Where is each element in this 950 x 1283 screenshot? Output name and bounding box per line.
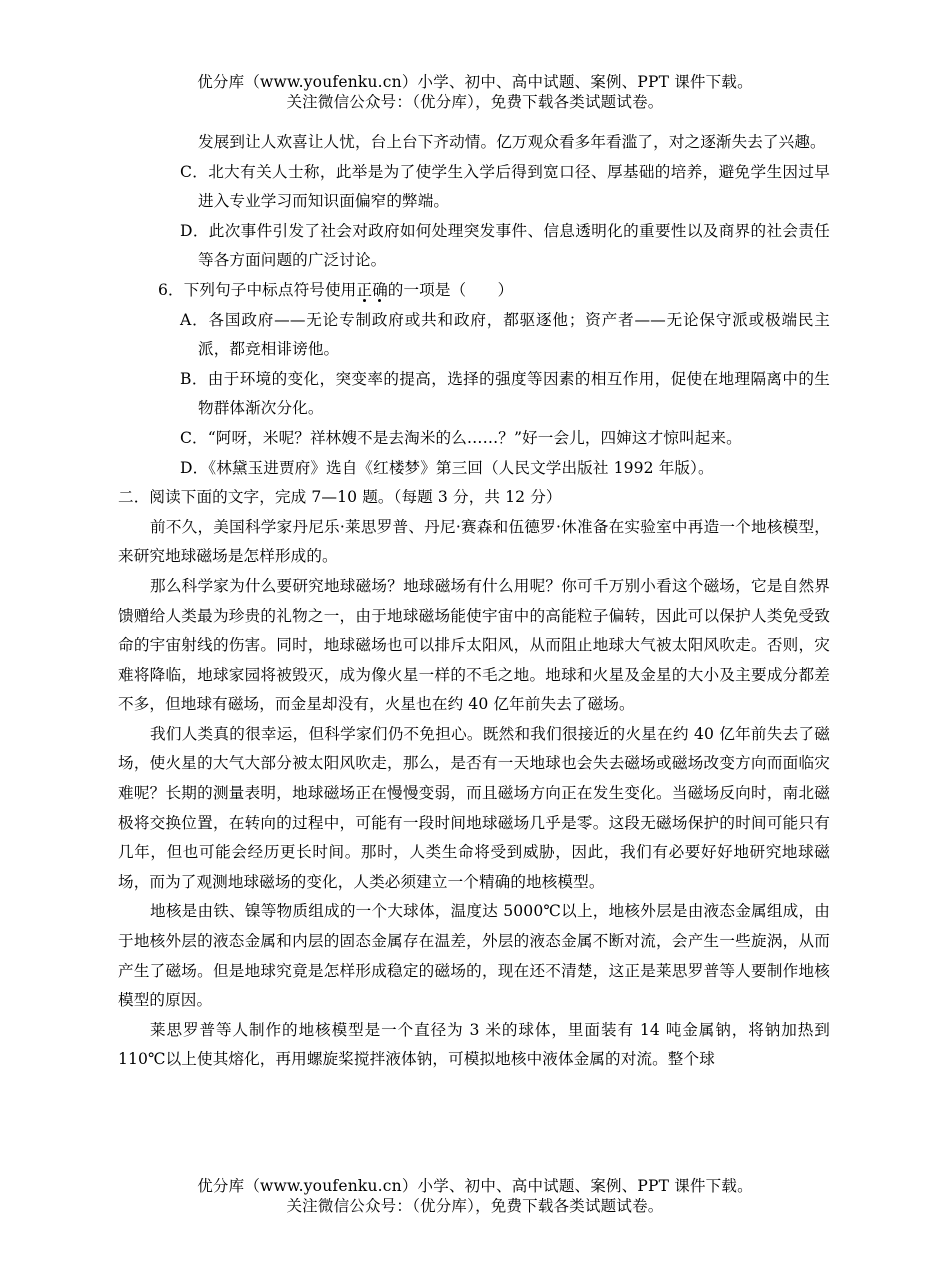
reading-paragraph: 那么科学家为什么要研究地球磁场？地球磁场有什么用呢？你可千万别小看这个磁场，它是自然界馈赠给人类最为珍贵的礼物之一，由于地球磁场能使宇宙中的高能粒子偏转，因此可以保护人类免受致命的宇宙射线的伤害。同时，地球磁场也可以排斥太阳风，从而阻止地球大气被太阳风吹走。否则，灾难将降临，地球家园将被毁灭，成为像火星一样的不毛之地。地球和火星及金星的大小及主要成分都差不多，但地球有磁场，而金星却没有，火星也在约 40 亿年前失去了磁场。 bbox=[118, 576, 830, 714]
reading-paragraph: 莱思罗普等人制作的地核模型是一个直径为 3 米的球体，里面装有 14 吨金属钠，将钠加热到 110℃以上使其熔化，再用螺旋桨搅拌液体钠，可模拟地核中液体金属的对流。整个球 bbox=[118, 1020, 830, 1069]
question-6-option-b: B．由于环境的变化，突变率的提高，选择的强度等因素的相互作用，促使在地理隔离中的生物群体渐次分化。 bbox=[180, 369, 830, 418]
reading-paragraph: 前不久，美国科学家丹尼乐·莱思罗普、丹尼·赛森和伍德罗·休准备在实验室中再造一个地核模型，来研究地球磁场是怎样形成的。 bbox=[118, 517, 830, 566]
question-6-stem bbox=[118, 276, 830, 306]
header-line-1: 优分库（www.youfenku.cn）小学、初中、高中试题、案例、PPT 课件下载。 bbox=[197, 73, 753, 91]
question-6-stem-before: 6．下列句子中标点符号使用 bbox=[158, 280, 357, 299]
question-6-option-d: D．《林黛玉进贾府》选自《红楼梦》第三回（人民文学出版社 1992 年版）。 bbox=[180, 458, 714, 477]
question-6-emphasis-1: 正 bbox=[356, 280, 373, 299]
previous-option-continuation: 发展到让人欢喜让人忧，台上台下齐动情。亿万观众看多年看滥了，对之逐渐失去了兴趣。 bbox=[198, 133, 826, 151]
header-line-2: 关注微信公众号：（优分库），免费下载各类试题试卷。 bbox=[286, 93, 664, 111]
page-header bbox=[0, 72, 950, 112]
question-6-emphasis-2: 确 bbox=[372, 280, 388, 299]
footer-line-2: 关注微信公众号：（优分库），免费下载各类试题试卷。 bbox=[286, 1197, 664, 1215]
document-body bbox=[118, 128, 830, 1075]
question-6-stem-after: 的一项是（ ） bbox=[387, 280, 514, 299]
footer-line-1: 优分库（www.youfenku.cn）小学、初中、高中试题、案例、PPT 课件下载。 bbox=[197, 1177, 753, 1195]
reading-paragraph: 我们人类真的很幸运，但科学家们仍不免担心。既然和我们很接近的火星在约 40 亿年前失去了磁场，使火星的大气大部分被太阳风吹走，那么，是否有一天地球也会失去磁场或磁场改变方向而面临灾难呢？长期的测量表明，地球磁场正在慢慢变弱，而且磁场方向正在发生变化。当磁场反向时，南北磁极将交换位置，在转向的过程中，可能有一段时间地球磁场几乎是零。这段无磁场保护的时间可能只有几年，但也可能会经历更长时间。那时，人类生命将受到威胁，因此，我们有必要好好地研究地球磁场，而为了观测地球磁场的变化，人类必须建立一个精确的地核模型。 bbox=[118, 724, 830, 891]
page-footer bbox=[0, 1176, 950, 1216]
question-6-option-a: A．各国政府——无论专制政府或共和政府，都驱逐他；资产者——无论保守派或极端民主派，都竞相诽谤他。 bbox=[180, 310, 830, 359]
question-6-option-c: C．“阿呀，米呢？祥林嫂不是去淘米的么……？”好一会儿，四婶这才惊叫起来。 bbox=[180, 428, 742, 447]
previous-option-d: D．此次事件引发了社会对政府如何处理突发事件、信息透明化的重要性以及商界的社会责任等各方面问题的广泛讨论。 bbox=[180, 221, 830, 270]
previous-option-c: C．北大有关人士称，此举是为了使学生入学后得到宽口径、厚基础的培养，避免学生因过早进入专业学习而知识面偏窄的弊端。 bbox=[180, 162, 830, 211]
reading-paragraph: 地核是由铁、镍等物质组成的一个大球体，温度达 5000℃以上，地核外层是由液态金属组成，由于地核外层的液态金属和内层的固态金属存在温差，外层的液态金属不断对流，会产生一些旋涡，从而产生了磁场。但是地球究竟是怎样形成稳定的磁场的，现在还不清楚，这正是莱思罗普等人要制作地核模型的原因。 bbox=[118, 902, 830, 1010]
section-2-heading: 二．阅读下面的文字，完成 7—10 题。（每题 3 分，共 12 分） bbox=[118, 488, 562, 507]
